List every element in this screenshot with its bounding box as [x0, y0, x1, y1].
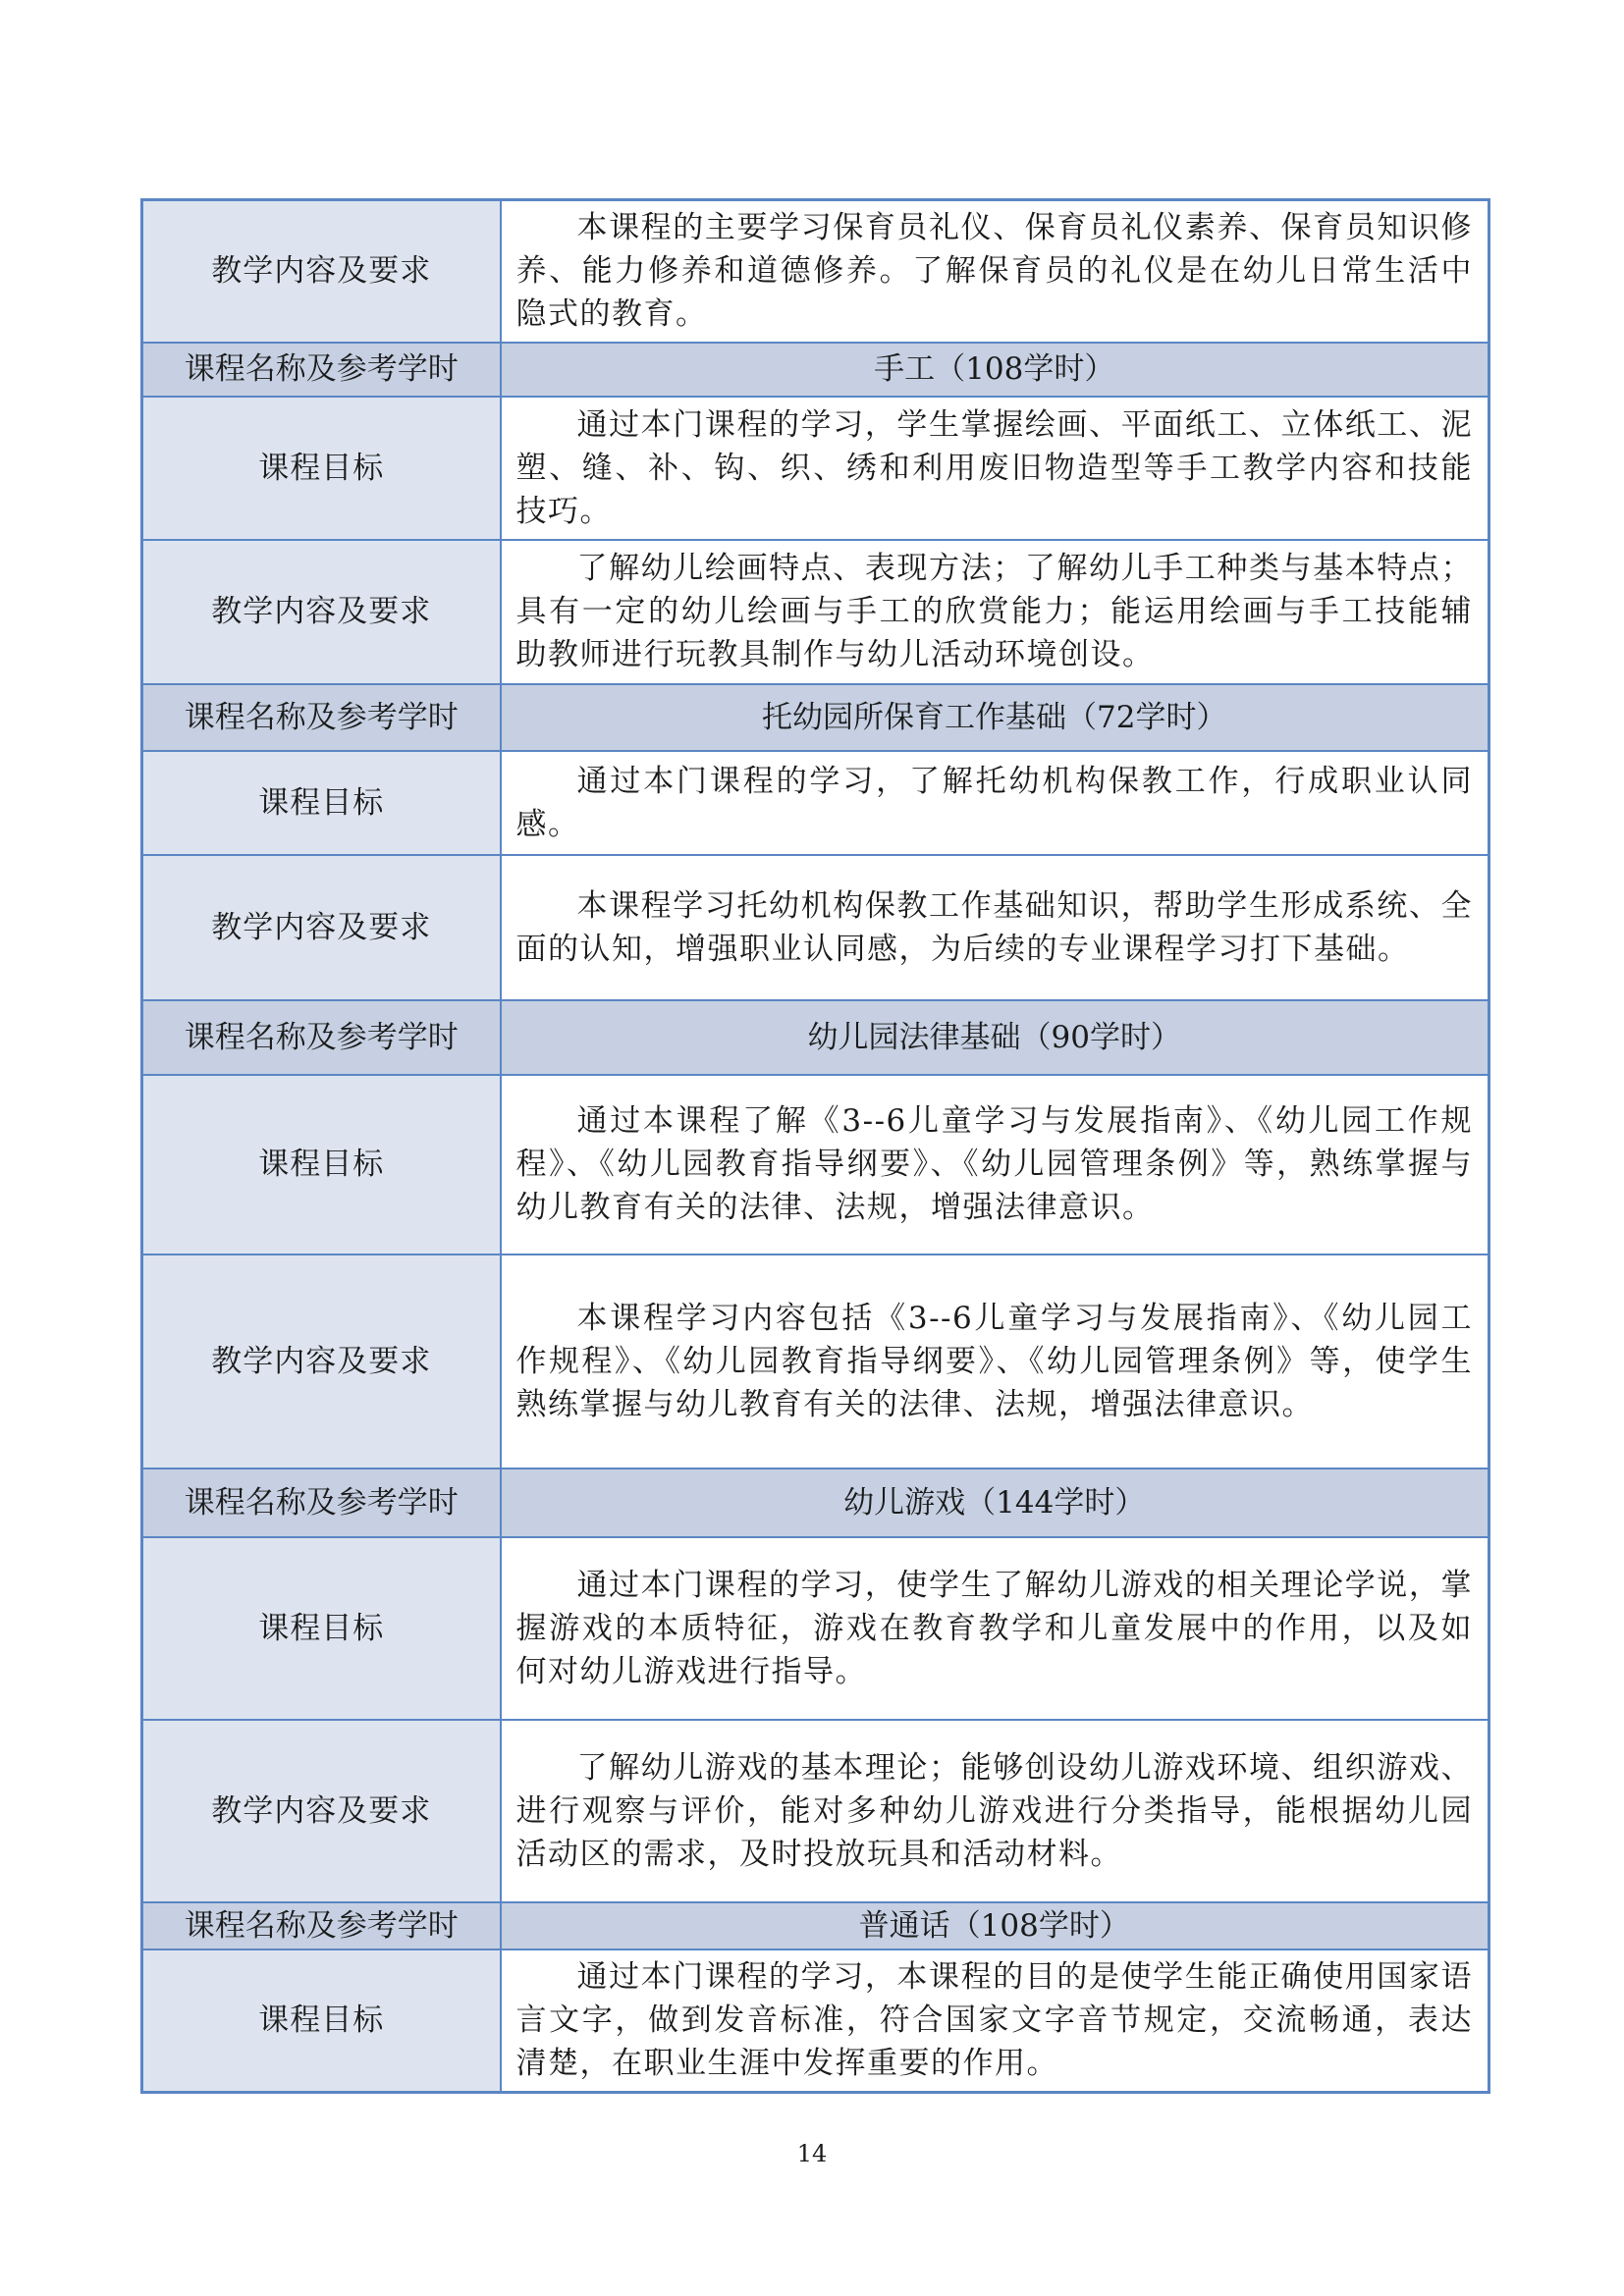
header-label: 课程名称及参考学时: [142, 684, 501, 751]
course-header-row: [142, 1000, 1489, 1075]
row-label: 课程目标: [142, 397, 501, 540]
course-header-row: [142, 343, 1489, 397]
table-row: [142, 1255, 1489, 1468]
table-row: [142, 1075, 1489, 1255]
table-row: [142, 751, 1489, 855]
row-text: 通过本课程了解《3--6儿童学习与发展指南》、《幼儿园工作规程》、《幼儿园教育指导纲要》、《幼儿园管理条例》等，熟练掌握与幼儿教育有关的法律、法规，增强法律意识。: [501, 1075, 1489, 1255]
row-label: 教学内容及要求: [142, 855, 501, 1000]
row-text: 了解幼儿绘画特点、表现方法；了解幼儿手工种类与基本特点；具有一定的幼儿绘画与手工的欣赏能力；能运用绘画与手工技能辅助教师进行玩教具制作与幼儿活动环境创设。: [501, 540, 1489, 684]
table-row: [142, 855, 1489, 1000]
row-label: 课程目标: [142, 1075, 501, 1255]
header-label: 课程名称及参考学时: [142, 1902, 501, 1949]
row-text: 本课程的主要学习保育员礼仪、保育员礼仪素养、保育员知识修养、能力修养和道德修养。了解保育员的礼仪是在幼儿日常生活中隐式的教育。: [501, 200, 1489, 343]
row-label: 课程目标: [142, 1537, 501, 1720]
table-row: [142, 1720, 1489, 1902]
row-label: 教学内容及要求: [142, 200, 501, 343]
page-number: 14: [796, 2140, 828, 2167]
table-row: [142, 1537, 1489, 1720]
course-header-row: [142, 1468, 1489, 1537]
row-label: 教学内容及要求: [142, 540, 501, 684]
table-row: [142, 397, 1489, 540]
course-title: 手工（108学时）: [501, 343, 1489, 397]
row-text: 通过本门课程的学习，本课程的目的是使学生能正确使用国家语言文字，做到发音标准，符合国家文字音节规定，交流畅通，表达清楚，在职业生涯中发挥重要的作用。: [501, 1949, 1489, 2093]
header-label: 课程名称及参考学时: [142, 343, 501, 397]
course-title: 幼儿园法律基础（90学时）: [501, 1000, 1489, 1075]
row-label: 教学内容及要求: [142, 1720, 501, 1902]
row-text: 本课程学习托幼机构保教工作基础知识，帮助学生形成系统、全面的认知，增强职业认同感，为后续的专业课程学习打下基础。: [501, 855, 1489, 1000]
row-text: 本课程学习内容包括《3--6儿童学习与发展指南》、《幼儿园工作规程》、《幼儿园教育指导纲要》、《幼儿园管理条例》等，使学生熟练掌握与幼儿教育有关的法律、法规，增强法律意识。: [501, 1255, 1489, 1468]
row-text: 了解幼儿游戏的基本理论；能够创设幼儿游戏环境、组织游戏、进行观察与评价，能对多种幼儿游戏进行分类指导，能根据幼儿园活动区的需求，及时投放玩具和活动材料。: [501, 1720, 1489, 1902]
course-title: 托幼园所保育工作基础（72学时）: [501, 684, 1489, 751]
course-header-row: [142, 684, 1489, 751]
table-row: [142, 200, 1489, 343]
course-title: 幼儿游戏（144学时）: [501, 1468, 1489, 1537]
row-label: 教学内容及要求: [142, 1255, 501, 1468]
row-label: 课程目标: [142, 751, 501, 855]
table-row: [142, 1949, 1489, 2093]
row-label: 课程目标: [142, 1949, 501, 2093]
course-header-row: [142, 1902, 1489, 1949]
course-title: 普通话（108学时）: [501, 1902, 1489, 1949]
row-text: 通过本门课程的学习，使学生了解幼儿游戏的相关理论学说，掌握游戏的本质特征，游戏在教育教学和儿童发展中的作用，以及如何对幼儿游戏进行指导。: [501, 1537, 1489, 1720]
header-label: 课程名称及参考学时: [142, 1468, 501, 1537]
header-label: 课程名称及参考学时: [142, 1000, 501, 1075]
row-text: 通过本门课程的学习，学生掌握绘画、平面纸工、立体纸工、泥塑、缝、补、钩、织、绣和利用废旧物造型等手工教学内容和技能技巧。: [501, 397, 1489, 540]
course-table: [140, 198, 1490, 2094]
table-row: [142, 540, 1489, 684]
row-text: 通过本门课程的学习，了解托幼机构保教工作，行成职业认同感。: [501, 751, 1489, 855]
